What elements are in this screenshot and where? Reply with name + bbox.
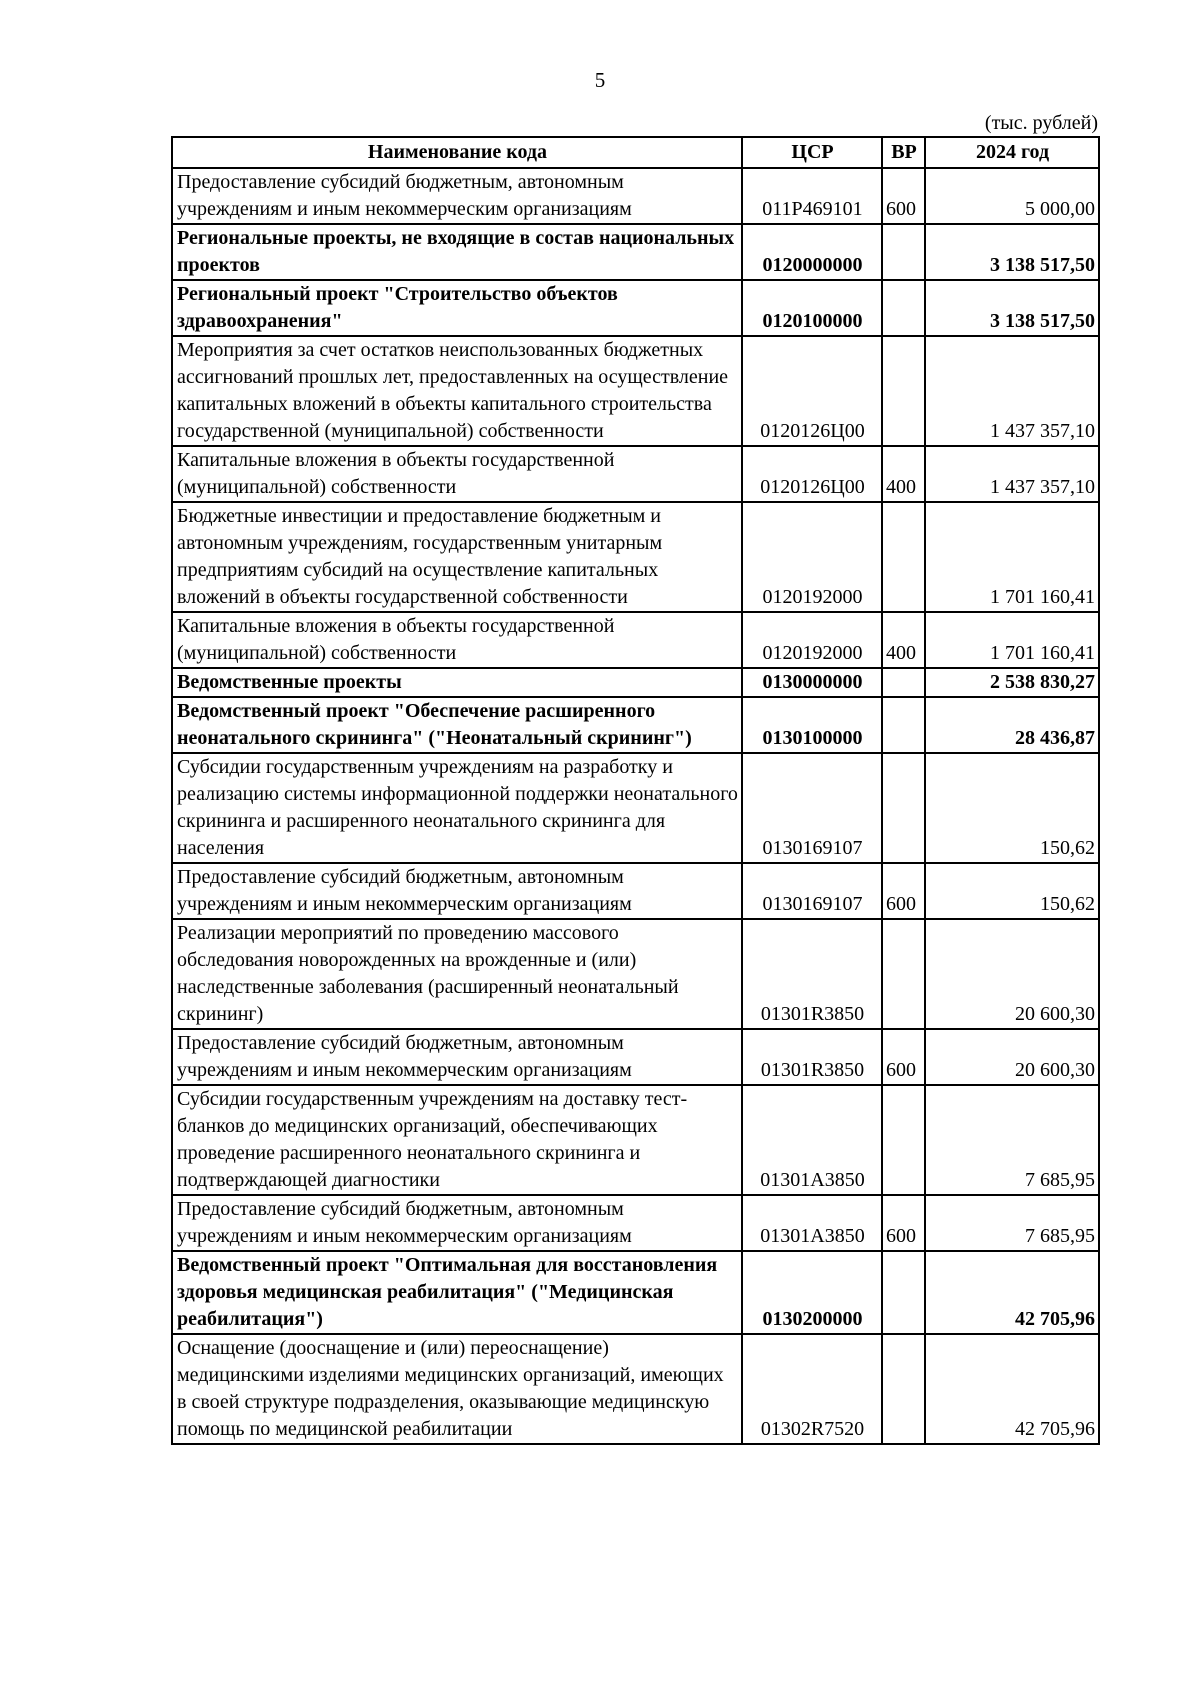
row-vr <box>882 502 925 612</box>
row-vr <box>882 697 925 753</box>
row-csr: 0130200000 <box>742 1251 882 1334</box>
row-csr: 01302R7520 <box>742 1334 882 1444</box>
row-csr: 0120192000 <box>742 612 882 668</box>
row-vr: 400 <box>882 446 925 502</box>
row-vr <box>882 336 925 446</box>
row-sum: 1 437 357,10 <box>925 336 1099 446</box>
row-sum: 150,62 <box>925 753 1099 863</box>
row-name: Капитальные вложения в объекты государственной (муниципальной) собственности <box>172 446 742 502</box>
row-name: Ведомственный проект "Обеспечение расширенного неонатального скрининга" ("Неонатальный скрининг") <box>172 697 742 753</box>
row-csr: 0120192000 <box>742 502 882 612</box>
row-csr: 0130100000 <box>742 697 882 753</box>
row-vr: 600 <box>882 1029 925 1085</box>
units-label: (тыс. рублей) <box>984 112 1098 134</box>
table-row <box>172 1195 1099 1251</box>
row-csr: 01301R3850 <box>742 919 882 1029</box>
row-name: Ведомственный проект "Оптимальная для восстановления здоровья медицинская реабилитация" ("Медицинская реабилитация") <box>172 1251 742 1334</box>
row-vr: 600 <box>882 863 925 919</box>
row-sum: 7 685,95 <box>925 1195 1099 1251</box>
row-csr: 0120000000 <box>742 224 882 280</box>
row-vr <box>882 1334 925 1444</box>
row-sum: 3 138 517,50 <box>925 280 1099 336</box>
row-name: Капитальные вложения в объекты государственной (муниципальной) собственности <box>172 612 742 668</box>
table-row <box>172 753 1099 863</box>
row-csr: 011Р469101 <box>742 168 882 224</box>
table-row <box>172 168 1099 224</box>
row-name: Региональный проект "Строительство объектов здравоохранения" <box>172 280 742 336</box>
row-sum: 2 538 830,27 <box>925 668 1099 697</box>
budget-table <box>171 136 1100 1445</box>
header-csr: ЦСР <box>742 137 882 168</box>
row-csr: 0130169107 <box>742 753 882 863</box>
row-vr <box>882 919 925 1029</box>
row-sum: 28 436,87 <box>925 697 1099 753</box>
row-name: Мероприятия за счет остатков неиспользованных бюджетных ассигнований прошлых лет, предоставленных на осуществление капитальных вложений в объекты капитального строительства государственной (муниципальной) собственности <box>172 336 742 446</box>
row-sum: 42 705,96 <box>925 1251 1099 1334</box>
row-csr: 0120126Ц00 <box>742 446 882 502</box>
header-name: Наименование кода <box>172 137 742 168</box>
row-name: Региональные проекты, не входящие в состав национальных проектов <box>172 224 742 280</box>
row-name: Ведомственные проекты <box>172 668 742 697</box>
row-sum: 1 701 160,41 <box>925 612 1099 668</box>
table-row <box>172 1029 1099 1085</box>
row-sum: 20 600,30 <box>925 919 1099 1029</box>
row-name: Субсидии государственным учреждениям на разработку и реализацию системы информационной поддержки неонатального скрининга и расширенного неонатального скрининга для населения <box>172 753 742 863</box>
row-vr <box>882 1085 925 1195</box>
table-row <box>172 1251 1099 1334</box>
table-row <box>172 668 1099 697</box>
header-vr: ВР <box>882 137 925 168</box>
table-row <box>172 697 1099 753</box>
row-vr: 400 <box>882 612 925 668</box>
row-sum: 7 685,95 <box>925 1085 1099 1195</box>
row-csr: 0130169107 <box>742 863 882 919</box>
row-name: Бюджетные инвестиции и предоставление бюджетным и автономным учреждениям, государственным унитарным предприятиям субсидий на осуществление капитальных вложений в объекты государственной собственности <box>172 502 742 612</box>
row-csr: 01301А3850 <box>742 1195 882 1251</box>
row-vr <box>882 224 925 280</box>
table-row <box>172 919 1099 1029</box>
table-row <box>172 224 1099 280</box>
row-vr <box>882 668 925 697</box>
header-sum: 2024 год <box>925 137 1099 168</box>
table-row <box>172 612 1099 668</box>
row-name: Оснащение (дооснащение и (или) переоснащение) медицинскими изделиями медицинских организаций, имеющих в своей структуре подразделения, оказывающие медицинскую помощь по медицинской реабилитации <box>172 1334 742 1444</box>
row-name: Субсидии государственным учреждениям на доставку тест-бланков до медицинских организаций, обеспечивающих проведение расширенного неонатального скрининга и подтверждающей диагностики <box>172 1085 742 1195</box>
table-header-row <box>172 137 1099 168</box>
row-csr: 0130000000 <box>742 668 882 697</box>
table-row <box>172 1334 1099 1444</box>
row-sum: 3 138 517,50 <box>925 224 1099 280</box>
row-sum: 20 600,30 <box>925 1029 1099 1085</box>
row-csr: 0120100000 <box>742 280 882 336</box>
table-row <box>172 280 1099 336</box>
row-csr: 0120126Ц00 <box>742 336 882 446</box>
row-csr: 01301А3850 <box>742 1085 882 1195</box>
row-sum: 5 000,00 <box>925 168 1099 224</box>
table-row <box>172 863 1099 919</box>
row-name: Предоставление субсидий бюджетным, автономным учреждениям и иным некоммерческим организациям <box>172 1195 742 1251</box>
row-name: Предоставление субсидий бюджетным, автономным учреждениям и иным некоммерческим организациям <box>172 168 742 224</box>
row-name: Предоставление субсидий бюджетным, автономным учреждениям и иным некоммерческим организациям <box>172 1029 742 1085</box>
row-vr: 600 <box>882 1195 925 1251</box>
row-sum: 150,62 <box>925 863 1099 919</box>
row-sum: 1 701 160,41 <box>925 502 1099 612</box>
row-vr <box>882 280 925 336</box>
row-vr <box>882 753 925 863</box>
table-row <box>172 446 1099 502</box>
table-row <box>172 1085 1099 1195</box>
table-row <box>172 502 1099 612</box>
row-name: Предоставление субсидий бюджетным, автономным учреждениям и иным некоммерческим организациям <box>172 863 742 919</box>
row-csr: 01301R3850 <box>742 1029 882 1085</box>
row-vr <box>882 1251 925 1334</box>
row-name: Реализации мероприятий по проведению массового обследования новорожденных на врожденные и (или) наследственные заболевания (расширенный неонатальный скрининг) <box>172 919 742 1029</box>
page-number: 5 <box>594 68 606 92</box>
row-vr: 600 <box>882 168 925 224</box>
row-sum: 42 705,96 <box>925 1334 1099 1444</box>
table-row <box>172 336 1099 446</box>
row-sum: 1 437 357,10 <box>925 446 1099 502</box>
